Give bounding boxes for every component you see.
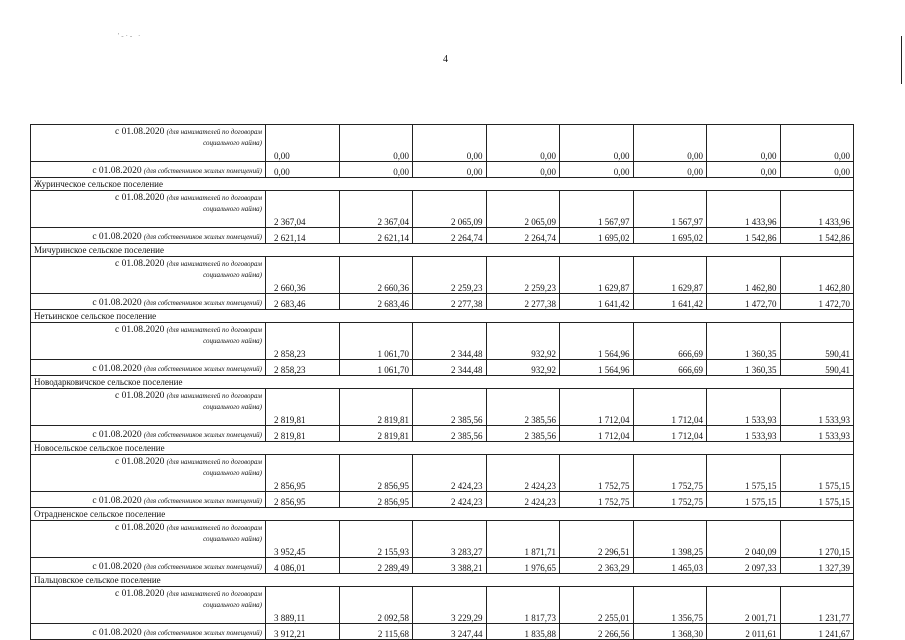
rate-cell: 1 575,15	[780, 492, 854, 508]
rate-cell: 2 259,23	[413, 257, 487, 294]
label-line-1	[34, 258, 262, 270]
rate-cell: 1 976,65	[486, 558, 560, 574]
tenant-note-line1: (для нанимателей по договорам	[166, 524, 262, 532]
rate-cell: 1 567,97	[633, 191, 707, 228]
tenant-note-line2: социального найма)	[203, 535, 262, 543]
rate-cell: 1 629,87	[560, 257, 634, 294]
rate-cell: 0,00	[339, 162, 413, 178]
owner-note: (для собственников жилых помещений)	[143, 563, 262, 571]
row-date: с 01.08.2020	[115, 589, 165, 599]
rate-cell: 2 424,23	[413, 455, 487, 492]
owner-rate-row	[31, 360, 854, 376]
row-date: с 01.08.2020	[92, 496, 142, 506]
rate-cell: 2 683,46	[266, 294, 340, 310]
label-line-1	[34, 192, 262, 204]
rate-cell: 2 097,33	[707, 558, 781, 574]
row-date: с 01.08.2020	[92, 166, 142, 176]
rate-cell: 1 542,86	[707, 228, 781, 244]
rate-cell: 3 283,27	[413, 521, 487, 558]
rate-cell: 0,00	[560, 125, 634, 162]
rate-cell: 666,69	[633, 360, 707, 376]
settlement-name: Новодарковичское сельское поселение	[31, 376, 854, 389]
owner-note: (для собственников жилых помещений)	[143, 497, 262, 505]
rate-cell: 1 462,80	[780, 257, 854, 294]
rate-cell: 0,00	[780, 162, 854, 178]
row-date: с 01.08.2020	[115, 193, 165, 203]
rate-cell: 2 264,74	[413, 228, 487, 244]
row-date: с 01.08.2020	[115, 457, 165, 467]
rate-cell: 2 259,23	[486, 257, 560, 294]
rate-cell: 1 542,86	[780, 228, 854, 244]
rate-cell: 2 683,46	[339, 294, 413, 310]
rate-cell: 2 266,56	[560, 624, 634, 640]
settlement-name: Нетьинское сельское поселение	[31, 310, 854, 323]
tenant-note-line2: социального найма)	[203, 601, 262, 609]
scan-edge-line	[901, 36, 902, 84]
rate-cell: 1 712,04	[560, 426, 634, 442]
owner-row-label	[31, 624, 266, 640]
rate-cell: 2 289,49	[339, 558, 413, 574]
rate-cell: 2 065,09	[413, 191, 487, 228]
row-date: с 01.08.2020	[115, 391, 165, 401]
settlement-name: Мичуринское сельское поселение	[31, 244, 854, 257]
settlement-name: Пальцовское сельское поселение	[31, 574, 854, 587]
owner-row-label	[31, 162, 266, 178]
owner-row-label	[31, 558, 266, 574]
rate-cell: 666,69	[633, 323, 707, 360]
section-row	[31, 244, 854, 257]
owner-row-label	[31, 294, 266, 310]
rate-cell: 2 858,23	[266, 323, 340, 360]
row-date: с 01.08.2020	[115, 325, 165, 335]
rate-cell: 1 575,15	[780, 455, 854, 492]
rate-cell: 2 296,51	[560, 521, 634, 558]
rate-cell: 590,41	[780, 360, 854, 376]
rate-cell: 2 344,48	[413, 323, 487, 360]
rate-cell: 2 424,23	[486, 492, 560, 508]
rate-cell: 1 398,25	[633, 521, 707, 558]
rate-cell: 0,00	[413, 162, 487, 178]
table-body	[31, 125, 854, 640]
rate-cell: 1 871,71	[486, 521, 560, 558]
rate-cell: 2 363,29	[560, 558, 634, 574]
tenant-rate-row	[31, 389, 854, 426]
row-date: с 01.08.2020	[92, 562, 142, 572]
rate-cell: 2 385,56	[413, 426, 487, 442]
tenant-row-label	[31, 125, 266, 162]
section-row	[31, 508, 854, 521]
owner-note: (для собственников жилых помещений)	[143, 365, 262, 373]
rate-cell: 0,00	[486, 125, 560, 162]
tenant-note-line1: (для нанимателей по договорам	[166, 590, 262, 598]
rate-cell: 1 575,15	[707, 492, 781, 508]
settlement-name: Журинческое сельское поселение	[31, 178, 854, 191]
rate-cell: 1 641,42	[560, 294, 634, 310]
rate-cell: 3 247,44	[413, 624, 487, 640]
rate-cell: 932,92	[486, 323, 560, 360]
tenant-note-line2: социального найма)	[203, 205, 262, 213]
rate-cell: 2 621,14	[339, 228, 413, 244]
rate-cell: 1 752,75	[560, 492, 634, 508]
rate-cell: 0,00	[707, 162, 781, 178]
tenant-note-line2: социального найма)	[203, 139, 262, 147]
label-line-1	[34, 588, 262, 600]
rate-cell: 1 695,02	[633, 228, 707, 244]
rate-cell: 1 360,35	[707, 360, 781, 376]
rate-cell: 2 819,81	[266, 426, 340, 442]
tenant-note-line1: (для нанимателей по договорам	[166, 458, 262, 466]
owner-rate-row	[31, 624, 854, 640]
row-date: с 01.08.2020	[115, 523, 165, 533]
row-date: с 01.08.2020	[115, 259, 165, 269]
row-date: с 01.08.2020	[92, 364, 142, 374]
rate-cell: 4 086,01	[266, 558, 340, 574]
rate-cell: 3 889,11	[266, 587, 340, 624]
settlement-name: Отрадненское сельское поселение	[31, 508, 854, 521]
rate-cell: 1 270,15	[780, 521, 854, 558]
owner-note: (для собственников жилых помещений)	[143, 167, 262, 175]
rate-cell: 2 660,36	[266, 257, 340, 294]
rate-cell: 1 752,75	[633, 455, 707, 492]
rate-cell: 0,00	[266, 162, 340, 178]
rate-cell: 2 856,95	[339, 492, 413, 508]
rate-cell: 2 367,04	[266, 191, 340, 228]
rate-cell: 932,92	[486, 360, 560, 376]
rate-cell: 2 092,58	[339, 587, 413, 624]
rate-cell: 1 575,15	[707, 455, 781, 492]
row-date: с 01.08.2020	[92, 298, 142, 308]
row-date: с 01.08.2020	[92, 628, 142, 638]
rate-cell: 1 712,04	[633, 389, 707, 426]
owner-row-label	[31, 492, 266, 508]
rate-cell: 1 835,88	[486, 624, 560, 640]
tenant-row-label	[31, 521, 266, 558]
rate-cell: 1 752,75	[633, 492, 707, 508]
rate-cell: 3 952,45	[266, 521, 340, 558]
rate-cell: 1 465,03	[633, 558, 707, 574]
label-line-1	[34, 522, 262, 534]
rate-cell: 2 856,95	[266, 492, 340, 508]
rate-cell: 1 327,39	[780, 558, 854, 574]
owner-note: (для собственников жилых помещений)	[143, 299, 262, 307]
page-number: 4	[443, 54, 448, 65]
owner-note: (для собственников жилых помещений)	[143, 629, 262, 637]
rate-cell: 2 255,01	[560, 587, 634, 624]
rate-cell: 1 533,93	[780, 389, 854, 426]
rate-cell: 1 368,30	[633, 624, 707, 640]
rate-cell: 2 856,95	[266, 455, 340, 492]
rate-cell: 2 424,23	[413, 492, 487, 508]
rate-cell: 0,00	[339, 125, 413, 162]
rate-cell: 1 061,70	[339, 323, 413, 360]
section-row	[31, 178, 854, 191]
rate-cell: 3 388,21	[413, 558, 487, 574]
section-row	[31, 310, 854, 323]
section-row	[31, 442, 854, 455]
tenant-note-line2: социального найма)	[203, 403, 262, 411]
tenant-note-line1: (для нанимателей по договорам	[166, 260, 262, 268]
rate-cell: 2 819,81	[339, 426, 413, 442]
rate-cell: 2 011,61	[707, 624, 781, 640]
tenant-rate-row	[31, 191, 854, 228]
rate-cell: 2 264,74	[486, 228, 560, 244]
rate-cell: 2 424,23	[486, 455, 560, 492]
rate-cell: 2 856,95	[339, 455, 413, 492]
rate-cell: 1 360,35	[707, 323, 781, 360]
owner-note: (для собственников жилых помещений)	[143, 431, 262, 439]
rate-cell: 0,00	[633, 125, 707, 162]
tenant-row-label	[31, 455, 266, 492]
rate-cell: 3 229,29	[413, 587, 487, 624]
rate-cell: 1 533,93	[780, 426, 854, 442]
tenant-rate-row	[31, 125, 854, 162]
rate-cell: 2 344,48	[413, 360, 487, 376]
rate-cell: 2 858,23	[266, 360, 340, 376]
rate-cell: 1 533,93	[707, 389, 781, 426]
rate-cell: 1 231,77	[780, 587, 854, 624]
tenant-row-label	[31, 323, 266, 360]
section-row	[31, 376, 854, 389]
rate-cell: 0,00	[266, 125, 340, 162]
owner-rate-row	[31, 558, 854, 574]
settlement-name: Новосельское сельское поселение	[31, 442, 854, 455]
rate-cell: 2 277,38	[413, 294, 487, 310]
rate-cell: 3 912,21	[266, 624, 340, 640]
row-date: с 01.08.2020	[92, 232, 142, 242]
label-line-1	[34, 456, 262, 468]
owner-row-label	[31, 360, 266, 376]
rate-cell: 1 712,04	[633, 426, 707, 442]
rate-cell: 1 462,80	[707, 257, 781, 294]
rate-cell: 1 564,96	[560, 323, 634, 360]
rate-cell: 1 433,96	[707, 191, 781, 228]
tenant-rate-row	[31, 257, 854, 294]
rate-cell: 1 641,42	[633, 294, 707, 310]
tenant-note-line1: (для нанимателей по договорам	[166, 392, 262, 400]
rate-cell: 2 621,14	[266, 228, 340, 244]
rate-cell: 2 155,93	[339, 521, 413, 558]
rate-cell: 1 564,96	[560, 360, 634, 376]
rate-cell: 1 472,70	[780, 294, 854, 310]
tenant-note-line1: (для нанимателей по договорам	[166, 194, 262, 202]
section-row	[31, 574, 854, 587]
rate-cell: 1 817,73	[486, 587, 560, 624]
tenant-rate-row	[31, 587, 854, 624]
owner-rate-row	[31, 294, 854, 310]
rate-cell: 1 567,97	[560, 191, 634, 228]
label-line-1	[34, 390, 262, 402]
tenant-rate-row	[31, 455, 854, 492]
owner-rate-row	[31, 492, 854, 508]
tenant-rate-row	[31, 521, 854, 558]
owner-rate-row	[31, 228, 854, 244]
rate-cell: 2 819,81	[339, 389, 413, 426]
tenant-note-line2: социального найма)	[203, 469, 262, 477]
rate-cell: 2 040,09	[707, 521, 781, 558]
tenant-note-line1: (для нанимателей по договорам	[166, 326, 262, 334]
tenant-note-line2: социального найма)	[203, 271, 262, 279]
rate-cell: 2 065,09	[486, 191, 560, 228]
rate-cell: 590,41	[780, 323, 854, 360]
owner-row-label	[31, 426, 266, 442]
row-date: с 01.08.2020	[92, 430, 142, 440]
rate-cell: 0,00	[560, 162, 634, 178]
owner-row-label	[31, 228, 266, 244]
owner-note: (для собственников жилых помещений)	[143, 233, 262, 241]
rate-cell: 0,00	[413, 125, 487, 162]
row-date: с 01.08.2020	[115, 127, 165, 137]
label-line-1	[34, 126, 262, 138]
rate-cell: 1 433,96	[780, 191, 854, 228]
rate-cell: 0,00	[780, 125, 854, 162]
rate-cell: 2 001,71	[707, 587, 781, 624]
rate-cell: 1 061,70	[339, 360, 413, 376]
tenant-row-label	[31, 191, 266, 228]
rate-cell: 2 385,56	[486, 426, 560, 442]
owner-rate-row	[31, 162, 854, 178]
rate-cell: 2 819,81	[266, 389, 340, 426]
rate-cell: 2 277,38	[486, 294, 560, 310]
tenant-note-line1: (для нанимателей по договорам	[166, 128, 262, 136]
label-line-1	[34, 324, 262, 336]
tenant-note-line2: социального найма)	[203, 337, 262, 345]
rate-cell: 1 752,75	[560, 455, 634, 492]
tenant-row-label	[31, 587, 266, 624]
rate-cell: 2 385,56	[413, 389, 487, 426]
tenant-rate-row	[31, 323, 854, 360]
rate-cell: 1 695,02	[560, 228, 634, 244]
rate-cell: 1 472,70	[707, 294, 781, 310]
tariff-table	[30, 124, 854, 640]
rate-cell: 2 367,04	[339, 191, 413, 228]
rate-cell: 0,00	[633, 162, 707, 178]
tenant-row-label	[31, 389, 266, 426]
owner-rate-row	[31, 426, 854, 442]
tenant-row-label	[31, 257, 266, 294]
scan-artifact-mark: '-·- ·	[118, 32, 143, 40]
rate-cell: 2 115,68	[339, 624, 413, 640]
rate-cell: 1 241,67	[780, 624, 854, 640]
rate-cell: 2 660,36	[339, 257, 413, 294]
rate-cell: 1 533,93	[707, 426, 781, 442]
rate-cell: 2 385,56	[486, 389, 560, 426]
rate-cell: 0,00	[707, 125, 781, 162]
rate-cell: 1 712,04	[560, 389, 634, 426]
rate-cell: 0,00	[486, 162, 560, 178]
rate-cell: 1 629,87	[633, 257, 707, 294]
rate-cell: 1 356,75	[633, 587, 707, 624]
